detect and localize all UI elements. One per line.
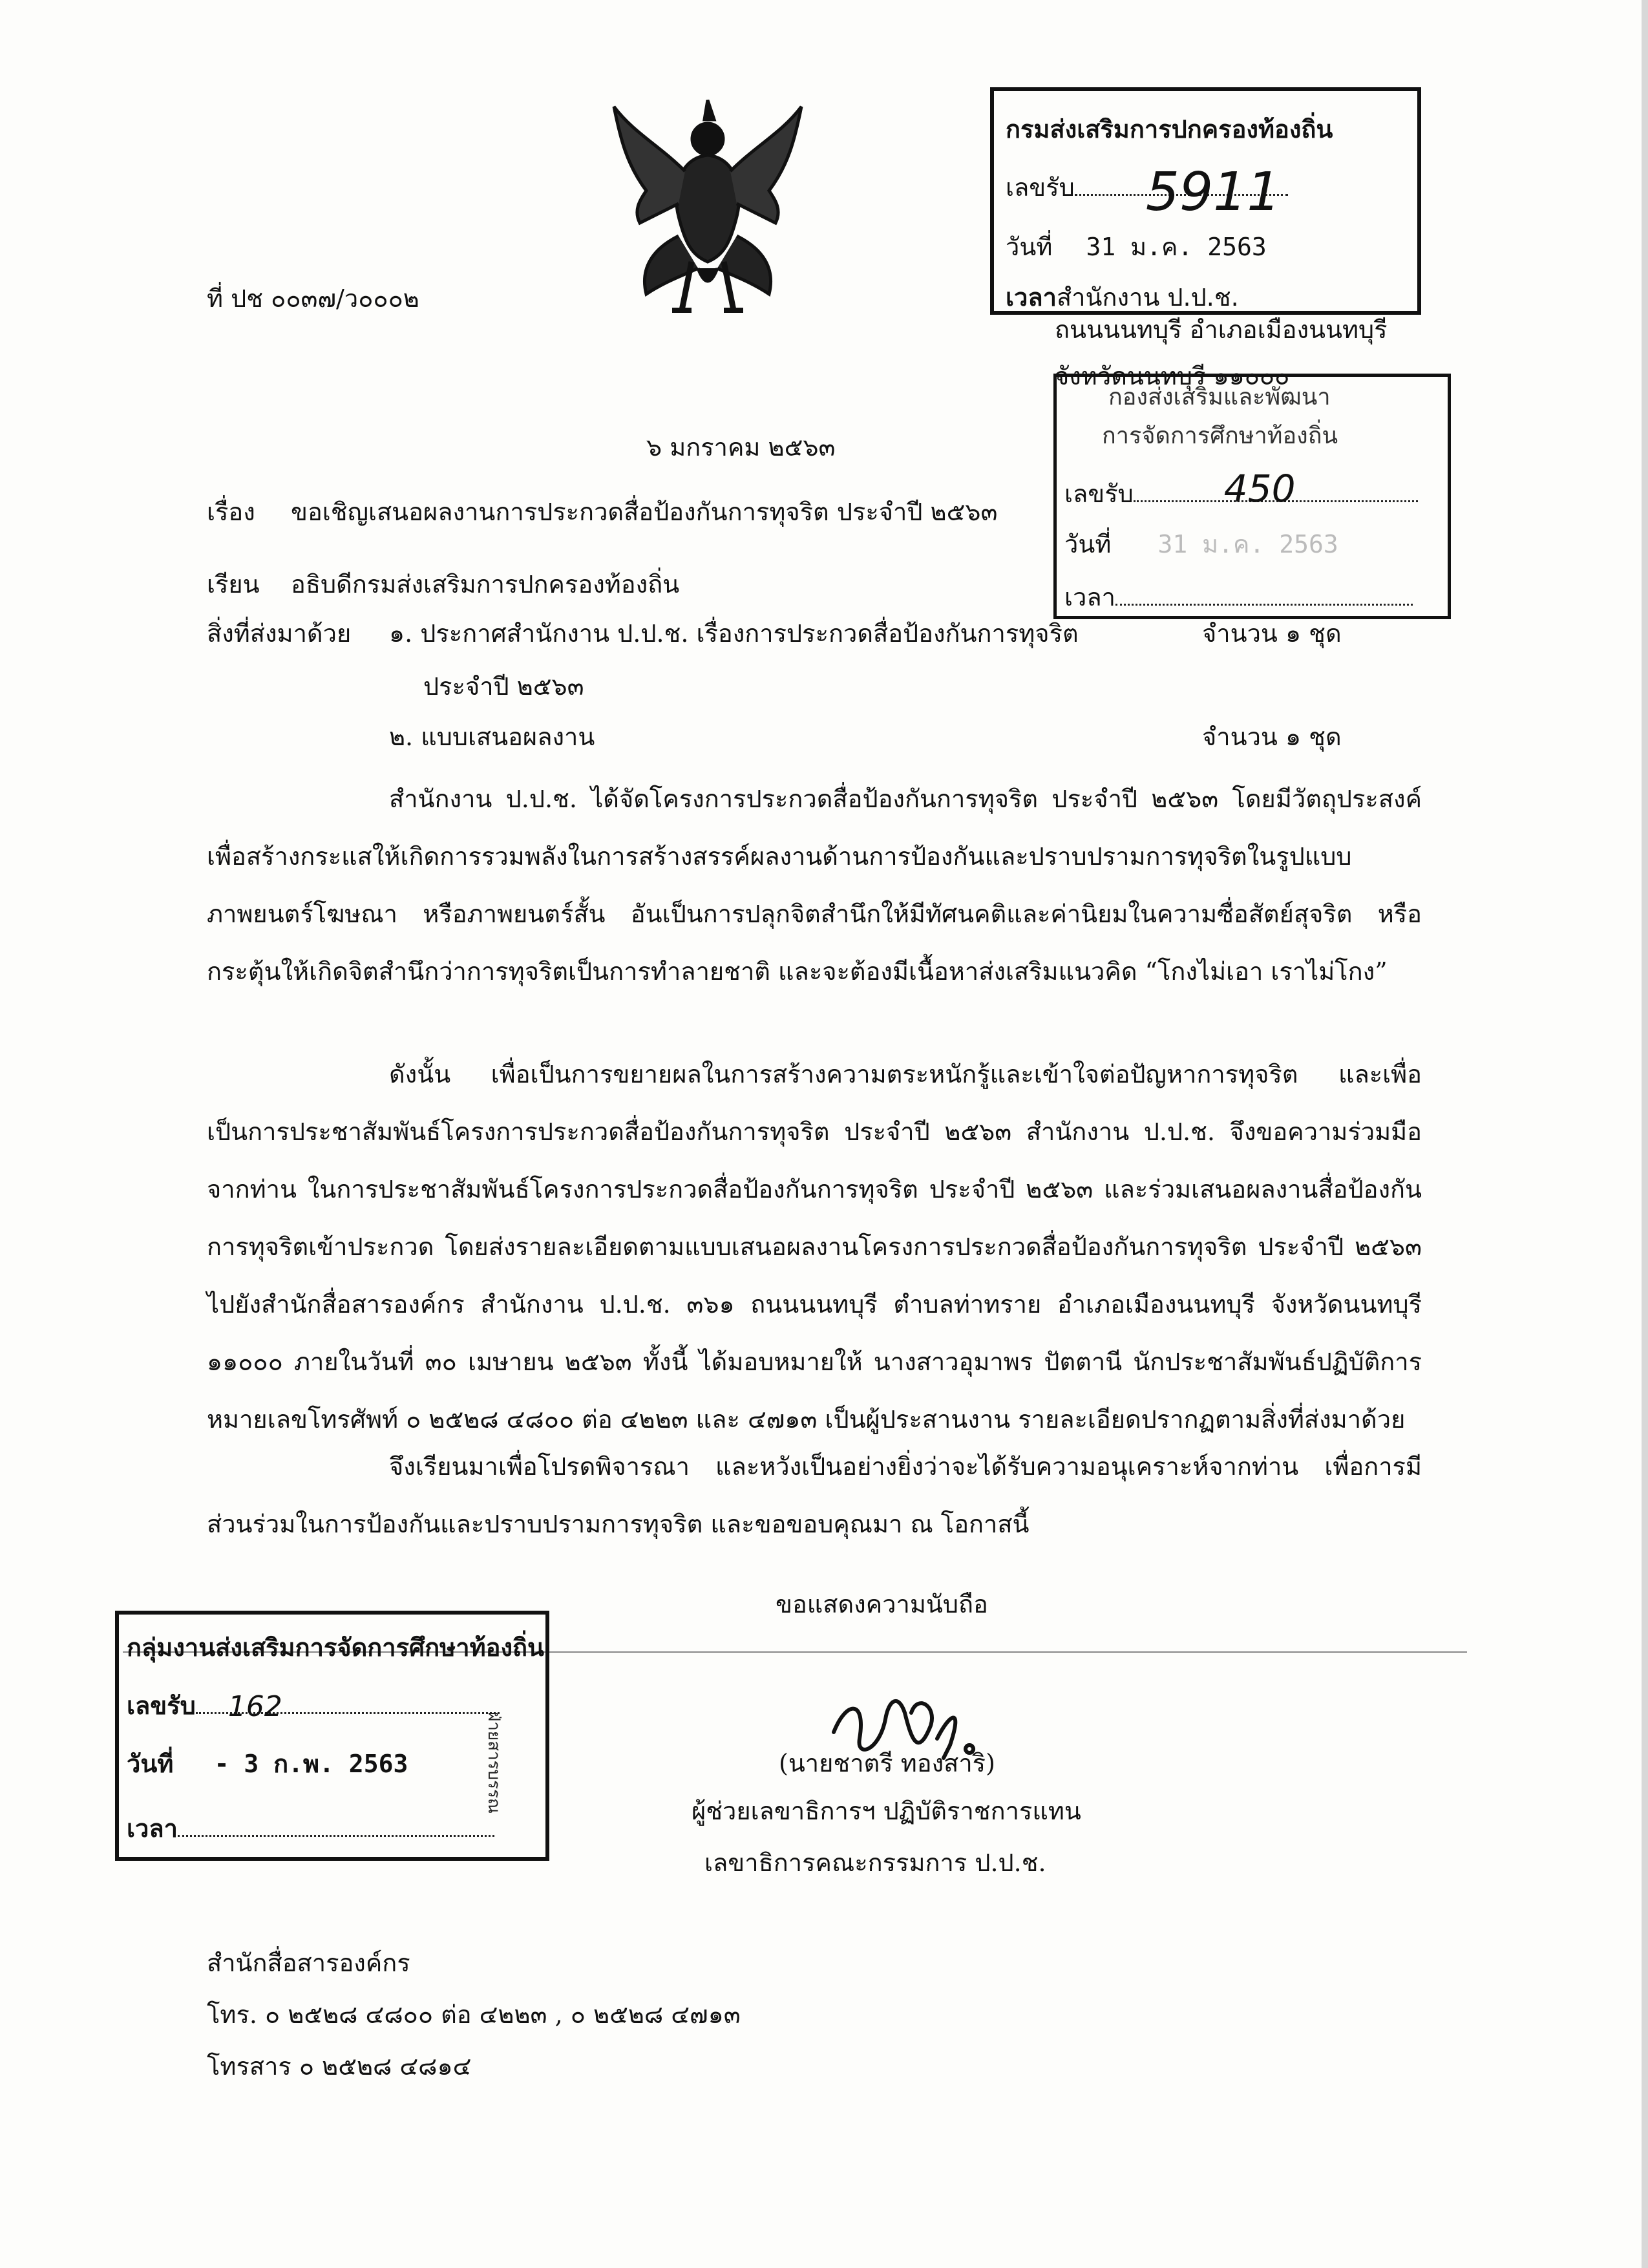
stamp-receive-number: 5911 — [1145, 162, 1281, 223]
stamp-group-time-label: เวลา — [127, 1814, 178, 1843]
footer-phone: โทร. ๐ ๒๕๒๘ ๔๘๐๐ ต่อ ๔๒๒๓ , ๐ ๒๕๒๘ ๔๗๑๓ — [207, 2000, 741, 2029]
stamp-group-date-label: วันที่ — [127, 1750, 174, 1778]
signatory-name: (นายชาตรี ทองสาริ) — [779, 1749, 995, 1777]
stamp-division-date-value: 31 ม.ค. 2563 — [1157, 530, 1338, 558]
stamp-date-label: วันที่ — [1006, 233, 1053, 261]
enclosure-item-1-cont: ประจำปี ๒๕๖๓ — [423, 672, 584, 701]
stamp-title: กรมส่งเสริมการปกครองท้องถิ่น — [1006, 115, 1333, 143]
to-text: อธิบดีกรมส่งเสริมการปกครองท้องถิ่น — [291, 570, 680, 599]
letter-date: ๖ มกราคม ๒๕๖๓ — [646, 433, 836, 461]
receive-stamp-division — [1053, 374, 1451, 619]
receive-stamp-group — [115, 1611, 549, 1861]
stamp-group-title: กลุ่มงานส่งเสริมการจัดการศึกษาท้องถิ่น — [127, 1633, 544, 1662]
stamp-group-receive-label: เลขรับ — [127, 1691, 196, 1720]
garuda-emblem-icon — [601, 87, 814, 320]
reference-number: ที่ ปช ๐๐๓๗/ว๐๐๐๒ — [207, 284, 419, 313]
address-line-1: ถนนนนทบุรี อำเภอเมืองนนทบุรี — [1055, 315, 1388, 344]
subject-text: ขอเชิญเสนอผลงานการประกวดสื่อป้องกันการทุจริต ประจำปี ๒๕๖๓ — [291, 498, 998, 526]
stamp-division-title-1: กองส่งเสริมและพัฒนา — [1108, 384, 1331, 410]
receive-stamp-dla — [990, 87, 1421, 315]
body-paragraph-3: จึงเรียนมาเพื่อโปรดพิจารณา และหวังเป็นอย่างยิ่งว่าจะได้รับความอนุเคราะห์จากท่าน เพื่อการมีส่วนร่วมในการป้องกันและปราบปรามการทุจริต และขอขอบคุณมา ณ โอกาสนี้ — [207, 1452, 1422, 1538]
enclosure-item-2: ๒. แบบเสนอผลงาน — [389, 723, 595, 751]
stamp-receive-label: เลขรับ — [1006, 173, 1075, 202]
to-label: เรียน — [207, 570, 260, 599]
subject-label: เรื่อง — [207, 498, 255, 526]
footer-unit: สำนักสื่อสารองค์กร — [207, 1949, 410, 1977]
footer-fax: โทรสาร ๐ ๒๕๒๘ ๔๘๑๔ — [207, 2052, 472, 2081]
enclosures-label: สิ่งที่ส่งมาด้วย — [207, 619, 352, 648]
address-line-2: จังหวัดนนทบุรี ๑๑๐๐๐ — [1055, 362, 1290, 390]
stamp-group-receive-number: 162 — [227, 1690, 282, 1723]
scan-edge — [1642, 0, 1648, 2268]
signatory-position-2: เลขาธิการคณะกรรมการ ป.ป.ช. — [704, 1849, 1046, 1877]
signatory-position-1: ผู้ช่วยเลขาธิการฯ ปฏิบัติราชการแทน — [692, 1797, 1081, 1825]
body-paragraph-1: สำนักงาน ป.ป.ช. ได้จัดโครงการประกวดสื่อป้องกันการทุจริต ประจำปี ๒๕๖๓ โดยมีวัตถุประสงค์เพื่อสร้างกระแสให้เกิดการรวมพลังในการสร้างสรรค์ผลงานด้านการป้องกันและปราบปรามการทุจริตในรูปแบบภาพยนตร์โฆษณา หรือภาพยนตร์สั้น อันเป็นการปลุกจิตสำนึกให้มีทัศนคติและค่านิยมในความซื่อสัตย์สุจริต หรือกระตุ้นให้เกิดจิตสำนึกว่าการทุจริตเป็นการทำลายชาติ และจะต้องมีเนื้อหาส่งเสริมแนวคิด “โกงไม่เอา เราไม่โกง” — [207, 785, 1422, 986]
stamp-date-value: 31 ม.ค. 2563 — [1086, 233, 1267, 261]
stamp-group-date-value: - 3 ก.พ. 2563 — [214, 1750, 408, 1778]
stamp-division-time-label: เวลา — [1064, 583, 1115, 611]
stamp-time-label: เวลา — [1006, 283, 1057, 312]
stamp-division-receive-label: เลขรับ — [1064, 480, 1134, 508]
enclosure-item-1-qty: จำนวน ๑ ชุด — [1202, 619, 1342, 648]
enclosure-item-2-qty: จำนวน ๑ ชุด — [1202, 723, 1342, 751]
stamp-group-side-mark: ฝ่ายสารบรรณ — [484, 1712, 503, 1814]
stamp-office: สำนักงาน ป.ป.ช. — [1056, 283, 1239, 312]
enclosure-item-1: ๑. ประกาศสำนักงาน ป.ป.ช. เรื่องการประกวดสื่อป้องกันการทุจริต — [389, 619, 1079, 648]
stamp-division-title-2: การจัดการศึกษาท้องถิ่น — [1102, 423, 1338, 449]
body-paragraph-2: ดังนั้น เพื่อเป็นการขยายผลในการสร้างความตระหนักรู้และเข้าใจต่อปัญหาการทุจริต และเพื่อเป็นการประชาสัมพันธ์โครงการประกวดสื่อป้องกันการทุจริต ประจำปี ๒๕๖๓ สำนักงาน ป.ป.ช. จึงขอความร่วมมือจากท่าน ในการประชาสัมพันธ์โครงการประกวดสื่อป้องกันการทุจริต ประจำปี ๒๕๖๓ และร่วมเสนอผลงานสื่อป้องกันการทุจริตเข้าประกวด โดยส่งรายละเอียดตามแบบเสนอผลงานโครงการประกวดสื่อป้องกันการทุจริต ประจำปี ๒๕๖๓ ไปยังสำนักสื่อสารองค์กร สำนักงาน ป.ป.ช. ๓๖๑ ถนนนนทบุรี ตำบลท่าทราย อำเภอเมืองนนทบุรี จังหวัดนนทบุรี ๑๑๐๐๐ ภายในวันที่ ๓๐ เมษายน ๒๕๖๓ ทั้งนี้ ได้มอบหมายให้ นางสาวอุมาพร ปัตตานี นักประชาสัมพันธ์ปฏิบัติการ หมายเลขโทรศัพท์ ๐ ๒๕๒๘ ๔๘๐๐ ต่อ ๔๒๒๓ และ ๔๗๑๓ เป็นผู้ประสานงาน รายละเอียดปรากฏตามสิ่งที่ส่งมาด้วย — [207, 1060, 1422, 1434]
stamp-division-receive-number: 450 — [1223, 467, 1296, 511]
stamp-division-date-label: วันที่ — [1064, 530, 1112, 558]
closing-regards: ขอแสดงความนับถือ — [776, 1590, 988, 1618]
